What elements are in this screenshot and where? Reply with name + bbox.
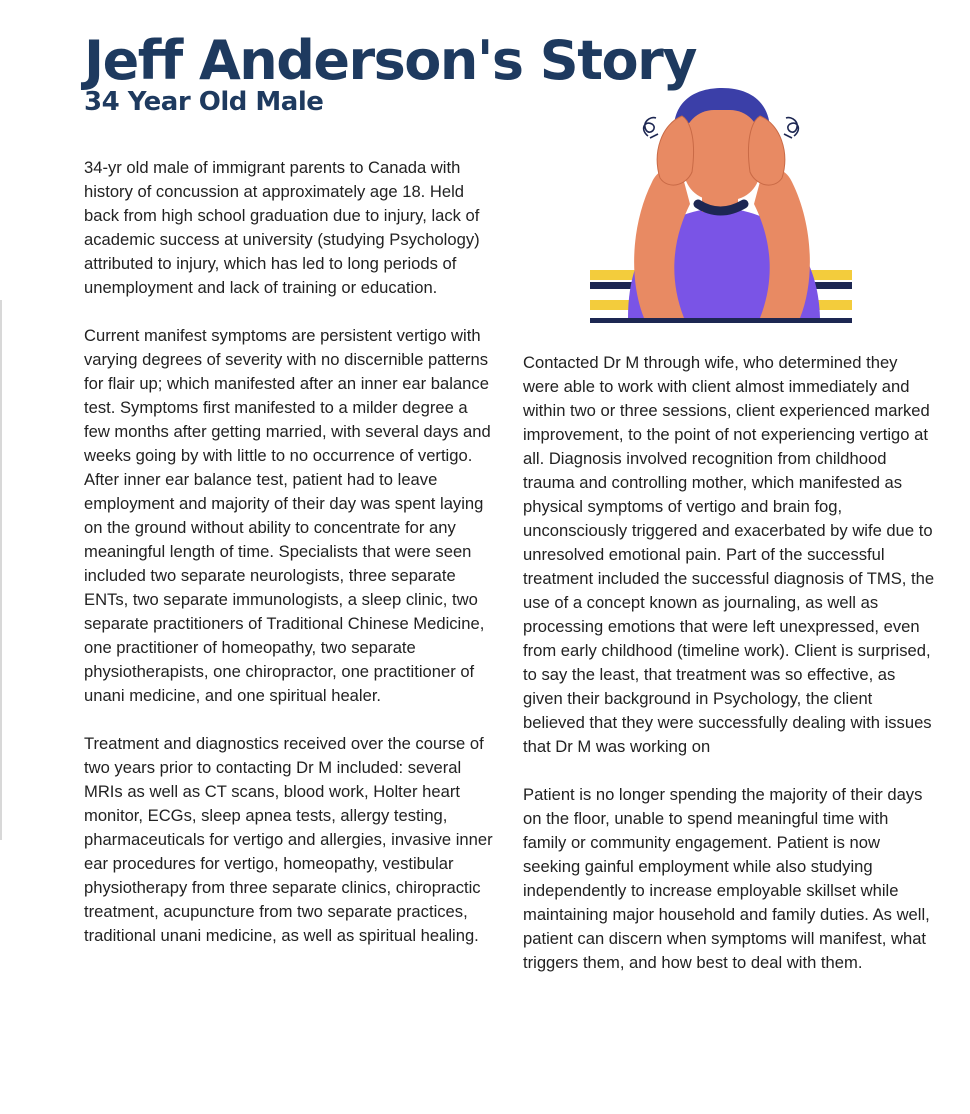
story-left-column (84, 156, 494, 948)
stressed-man-illustration (588, 82, 854, 328)
story-paragraph: Current manifest symptoms are persistent vertigo with varying degrees of severity with no discernible patterns for flair up; which manifested after an inner ear balance test. Symptoms first manifested to a milder degree a few months after getting married, with several days and weeks going by with little to no occurrence of vertigo. After inner ear balance test, patient had to leave employment and majority of their day was spent laying on the ground without ability to concentrate for any meaningful length of time. Specialists that were seen included two separate neurologists, three separate ENTs, two separate immunologists, a sleep clinic, two separate practitioners of Traditional Chinese Medicine, one practitioner of homeopathy, two separate physiotherapists, one chiropractor, one practitioner of unani medicine, and one spiritual healer. (84, 326, 491, 705)
page-subtitle: 34 Year Old Male (84, 87, 324, 117)
page-edge-divider (0, 300, 2, 840)
story-paragraph: Treatment and diagnostics received over the course of two years prior to contacting Dr M included: several MRIs as well as CT scans, blood work, Holter heart monitor, ECGs, sleep apnea tests, allergy testing, pharmaceuticals for vertigo and allergies, invasive inner ear procedures for vertigo, homeopathy, vestibular physiotherapy from three separate clinics, chiropractic treatment, acupuncture from two separate practices, traditional unani medicine, as well as spiritual healing. (84, 734, 493, 945)
stressed-man-icon (588, 82, 854, 328)
story-right-column (523, 351, 935, 975)
story-paragraph: 34-yr old male of immigrant parents to Canada with history of concussion at approximately age 18. Held back from high school graduation due to injury, lack of academic success at university (studying Psychology) attributed to injury, which has led to long periods of unemployment and lack of training or education. (84, 158, 480, 297)
story-paragraph: Patient is no longer spending the majority of their days on the floor, unable to spend meaningful time with family or community engagement. Patient is now seeking gainful employment while also studying independently to increase employable skillset while maintaining major household and family duties. As well, patient can discern when symptoms will manifest, what triggers them, and how best to deal with them. (523, 785, 930, 972)
page-title: Jeff Anderson's Story (84, 29, 696, 92)
story-paragraph: Contacted Dr M through wife, who determined they were able to work with client almost immediately and within two or three sessions, client experienced marked improvement, to the point of not experiencing vertigo at all. Diagnosis involved recognition from childhood trauma and controlling mother, which manifested as physical symptoms of vertigo and brain fog, unconsciously triggered and exacerbated by wife due to unresolved emotional pain. Part of the successful treatment included the successful diagnosis of TMS, the use of a concept known as journaling, as well as processing emotions that were left unexpressed, even from early childhood (timeline work). Client is surprised, to say the least, that treatment was so effective, as given their background in Psychology, the client believed that they were successfully dealing with issues that Dr M was working on (523, 353, 935, 756)
